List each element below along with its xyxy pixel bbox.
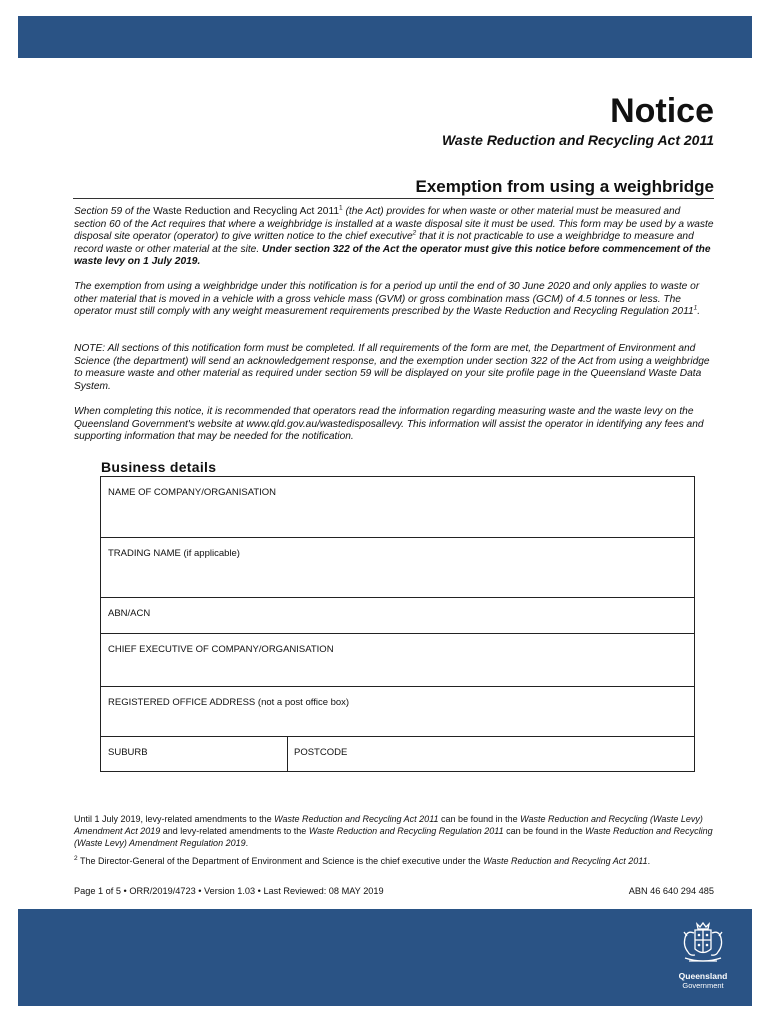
- suburb-label: SUBURB: [108, 747, 148, 758]
- act-subtitle: Waste Reduction and Recycling Act 2011: [441, 132, 714, 148]
- footer-banner: [18, 909, 752, 1006]
- footnote-2: $^2$ The Director-General of the Department of Environment and Science is the chief executive under the Waste Reduction and Recycling Act 2011.: [74, 855, 651, 866]
- logo-line-1: Queensland: [678, 971, 728, 981]
- business-details-title: Business details: [101, 459, 217, 475]
- trading-name-field[interactable]: [101, 538, 694, 598]
- section-heading: Exemption from using a weighbridge: [415, 177, 714, 196]
- company-name-label: NAME OF COMPANY/ORGANISATION: [108, 487, 277, 498]
- page-title: Notice: [610, 92, 714, 130]
- queensland-government-logo: [673, 918, 733, 992]
- heading-divider: [73, 198, 714, 199]
- intro-paragraph-1: Section 59 of the Waste Reduction and Recycling Act 2011$^1$ (the Act) provides for when waste or other material must be measured and section 60 of the Act requires that where a weighbridge is installed at a waste disposal site it must be used. This form may be used by a waste disposal site operator (operator) to give written notice to the chief executive$^2$ that it is not practicable to use a weighbridge to measure and record waste or other material at the site. Under section 322 of the Act the operator must give this notice before commencement of the waste levy on 1 July 2019.: [74, 204, 714, 268]
- postcode-label: POSTCODE: [294, 747, 348, 758]
- abn-acn-label: ABN/ACN: [108, 608, 151, 619]
- chief-executive-label: CHIEF EXECUTIVE OF COMPANY/ORGANISATION: [108, 644, 334, 655]
- chief-executive-field[interactable]: [101, 634, 694, 687]
- page-footer-info: Page 1 of 5 • ORR/2019/4723 • Version 1.03 • Last Reviewed: 08 MAY 2019: [74, 886, 384, 896]
- guidance-paragraph: When completing this notice, it is recommended that operators read the information regarding measuring waste and the waste levy on the Queensland Government's website at www.qld.gov.au/wastedisposallevy. This information will assist the operator in identifying any fees and supporting information that may be needed for the notification.: [74, 406, 704, 443]
- suburb-postcode-divider: [287, 737, 288, 771]
- suburb-postcode-row: [101, 737, 694, 771]
- office-address-label: REGISTERED OFFICE ADDRESS (not a post office box): [108, 697, 350, 708]
- note-paragraph: NOTE: All sections of this notification form must be completed. If all requirements of the form are met, the Department of Environment and Science (the department) will send an acknowledgement response, and the exemption under section 322 of the Act from using a weighbridge to measure waste and other material as required under section 59 will be displayed on your site profile page in the Queensland Waste Data System.: [74, 343, 710, 392]
- logo-line-2: Government: [682, 981, 724, 990]
- intro-paragraph-2: The exemption from using a weighbridge under this notification is for a period up until the end of 30 June 2020 and only applies to waste or other material that is moved in a vehicle with a gross vehicle mass (GVM) or gross combination mass (GCM) of 4.5 tonnes or less. The operator must still comply with any weight measurement requirements prescribed by the Waste Reduction and Recycling Regulation 2011$^1$.: [74, 281, 701, 318]
- office-address-field[interactable]: [101, 687, 694, 737]
- queensland-crest-icon: [679, 918, 727, 966]
- abn-footer: ABN 46 640 294 485: [628, 886, 714, 896]
- business-details-form: [100, 476, 695, 772]
- company-name-field[interactable]: [101, 477, 694, 538]
- footnote-1: Until 1 July 2019, levy-related amendments to the Waste Reduction and Recycling Act 2011 can be found in the Waste Reduction and Recycling (Waste Levy) Amendment Act 2019 and levy-related amendments to the Waste Reduction and Recycling Regulation 2011 can be found in the Waste Reduction and Recycling (Waste Levy) Amendment Regulation 2019.: [74, 814, 713, 848]
- header-banner: [18, 16, 752, 58]
- trading-name-label: TRADING NAME (if applicable): [108, 548, 240, 559]
- abn-acn-field[interactable]: [101, 598, 694, 634]
